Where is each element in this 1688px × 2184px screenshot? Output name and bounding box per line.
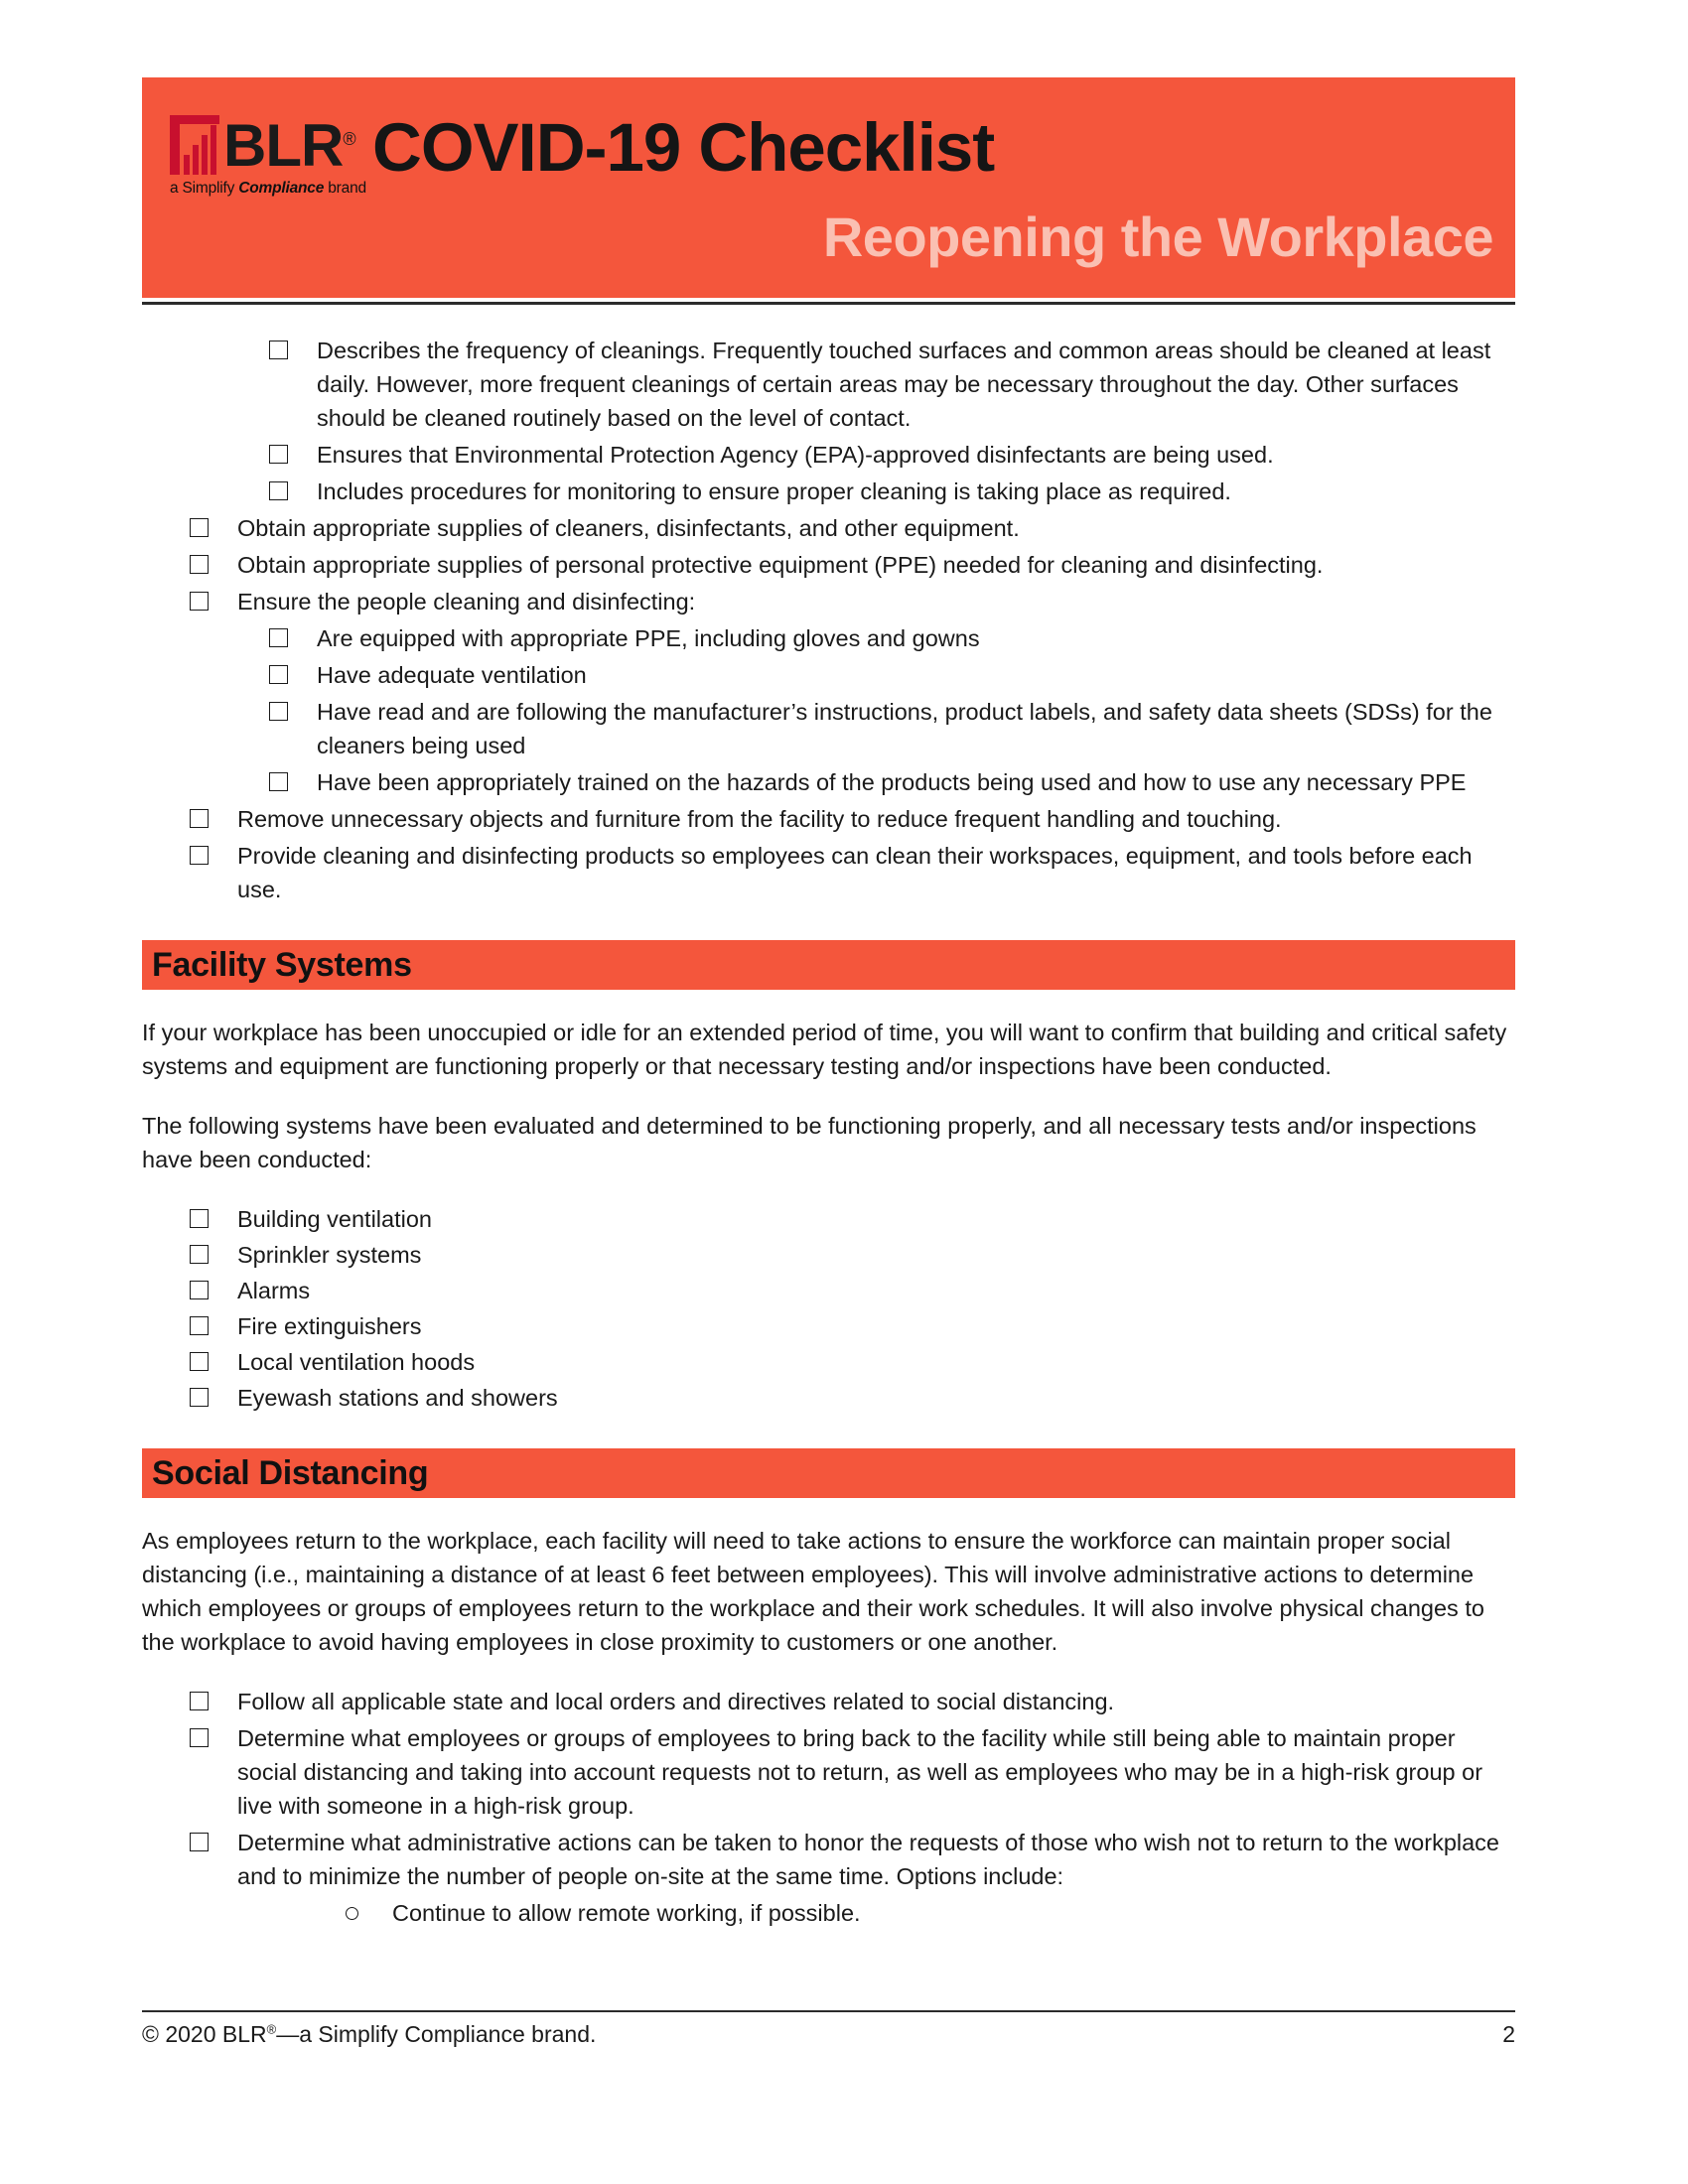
registered-trademark-icon: ® bbox=[343, 129, 355, 149]
checkbox-icon[interactable] bbox=[269, 628, 288, 647]
checkbox-icon[interactable] bbox=[269, 665, 288, 684]
checklist-item-label: Determine what employees or groups of employees to bring back to the facility while still being able to maintain proper social distancing and taking into account requests not to return, as well as employees who may be in a high-risk group or live with someone in a high-risk group. bbox=[237, 1725, 1483, 1819]
footer-copyright bbox=[142, 2021, 596, 2048]
facility-second-paragraph: The following systems have been evaluated and determined to be functioning properly, and all necessary tests and/or inspections have been conducted: bbox=[142, 1113, 1477, 1172]
ensure-sub-checklist bbox=[142, 621, 1515, 799]
checklist-item[interactable] bbox=[142, 839, 1515, 906]
bar-chart-icon bbox=[170, 115, 219, 175]
checkbox-icon[interactable] bbox=[269, 481, 288, 500]
logo-wordmark-text: BLR bbox=[223, 112, 344, 179]
checkbox-icon[interactable] bbox=[269, 772, 288, 791]
logo-tagline-bold: Compliance bbox=[238, 180, 325, 197]
checklist-item[interactable] bbox=[142, 548, 1515, 582]
checklist-item[interactable] bbox=[142, 1721, 1515, 1823]
checkbox-icon[interactable] bbox=[190, 1281, 209, 1299]
checklist-item-label: Ensures that Environmental Protection Agency (EPA)-approved disinfectants are being used. bbox=[317, 442, 1274, 468]
checkbox-icon[interactable] bbox=[269, 702, 288, 721]
checklist-item[interactable] bbox=[142, 475, 1515, 508]
checkbox-icon[interactable] bbox=[190, 592, 209, 611]
checklist-item-label: Are equipped with appropriate PPE, including gloves and gowns bbox=[317, 625, 980, 651]
footer-copyright-prefix: © 2020 BLR bbox=[142, 2021, 267, 2047]
checklist-item[interactable] bbox=[142, 1309, 1515, 1343]
page-subtitle: Reopening the Workplace bbox=[822, 205, 1493, 268]
checklist-sub-item[interactable] bbox=[142, 1896, 1515, 1930]
checkbox-icon[interactable] bbox=[190, 1209, 209, 1228]
page-title: COVID-19 Checklist bbox=[372, 109, 995, 186]
checklist-item-label: Fire extinguishers bbox=[237, 1313, 422, 1339]
checkbox-icon[interactable] bbox=[190, 518, 209, 537]
blr-logo bbox=[142, 101, 372, 198]
checkbox-icon[interactable] bbox=[190, 809, 209, 828]
checklist-item-label: Ensure the people cleaning and disinfecting: bbox=[237, 589, 696, 614]
footer-copyright-suffix: —a Simplify Compliance brand. bbox=[276, 2021, 597, 2047]
checklist-item-label: Provide cleaning and disinfecting products so employees can clean their workspaces, equipment, and tools before each use. bbox=[237, 843, 1473, 902]
checklist-item-label: Determine what administrative actions can be taken to honor the requests of those who wish not to return to the workplace and to minimize the number of people on-site at the same time. Options include: bbox=[237, 1830, 1499, 1889]
page-footer bbox=[142, 2021, 1515, 2048]
checklist-item[interactable] bbox=[142, 1202, 1515, 1236]
checklist-item-label: Building ventilation bbox=[237, 1206, 432, 1232]
checkbox-icon[interactable] bbox=[190, 1692, 209, 1710]
section-heading-social-distancing bbox=[142, 1448, 1515, 1498]
checkbox-icon[interactable] bbox=[269, 341, 288, 359]
section-heading-facility-systems bbox=[142, 940, 1515, 990]
header-banner bbox=[142, 77, 1515, 298]
page-number: 2 bbox=[1502, 2021, 1515, 2047]
checklist-item-label: Alarms bbox=[237, 1278, 311, 1303]
checklist-item-label: Have adequate ventilation bbox=[317, 662, 587, 688]
document-content bbox=[142, 334, 1515, 1933]
main-checklist-a bbox=[142, 511, 1515, 618]
checklist-item[interactable] bbox=[142, 334, 1515, 435]
checklist-item-label: Follow all applicable state and local orders and directives related to social distancing. bbox=[237, 1689, 1115, 1714]
checklist-item-label: Obtain appropriate supplies of cleaners, disinfectants, and other equipment. bbox=[237, 515, 1020, 541]
circle-bullet-icon bbox=[346, 1907, 358, 1920]
checklist-item[interactable] bbox=[142, 1826, 1515, 1893]
checklist-item[interactable] bbox=[142, 802, 1515, 836]
checklist-item[interactable] bbox=[142, 1685, 1515, 1718]
main-checklist-b bbox=[142, 802, 1515, 906]
checklist-item-label: Local ventilation hoods bbox=[237, 1349, 476, 1375]
checkbox-icon[interactable] bbox=[190, 1316, 209, 1335]
checklist-item[interactable] bbox=[142, 1381, 1515, 1415]
logo-wordmark bbox=[223, 112, 355, 179]
checklist-item[interactable] bbox=[142, 765, 1515, 799]
checklist-item-label: Obtain appropriate supplies of personal protective equipment (PPE) needed for cleaning and disinfecting. bbox=[237, 552, 1324, 578]
social-distancing-checklist bbox=[142, 1685, 1515, 1930]
logo-tagline-suffix: brand bbox=[324, 180, 366, 197]
checklist-item-label: Eyewash stations and showers bbox=[237, 1385, 558, 1411]
header-divider bbox=[142, 302, 1515, 305]
checklist-item[interactable] bbox=[142, 658, 1515, 692]
logo-mark-row bbox=[170, 112, 372, 179]
checkbox-icon[interactable] bbox=[269, 445, 288, 464]
checklist-item-label: Describes the frequency of cleanings. Frequently touched surfaces and common areas should be cleaned at least daily. However, more frequent cleanings of certain areas may be necessary throughout the day. Other surfaces should be cleaned routinely based on the level of contact. bbox=[317, 338, 1491, 431]
checkbox-icon[interactable] bbox=[190, 846, 209, 865]
logo-tagline bbox=[170, 180, 372, 198]
checklist-item[interactable] bbox=[142, 1238, 1515, 1272]
checkbox-icon[interactable] bbox=[190, 555, 209, 574]
header-top-row bbox=[142, 101, 994, 198]
section-heading-label: Social Distancing bbox=[152, 1454, 429, 1492]
checklist-item-label: Have read and are following the manufacturer’s instructions, product labels, and safety data sheets (SDSs) for the cleaners being used bbox=[317, 699, 1492, 758]
checklist-item[interactable] bbox=[142, 511, 1515, 545]
checklist-item[interactable] bbox=[142, 1345, 1515, 1379]
checklist-item[interactable] bbox=[142, 585, 1515, 618]
footer-divider bbox=[142, 2010, 1515, 2012]
checklist-item[interactable] bbox=[142, 438, 1515, 472]
facility-systems-checklist bbox=[142, 1202, 1515, 1415]
checkbox-icon[interactable] bbox=[190, 1388, 209, 1407]
checklist-item[interactable] bbox=[142, 621, 1515, 655]
logo-tagline-prefix: a Simplify bbox=[170, 180, 239, 197]
facility-intro-paragraph: If your workplace has been unoccupied or idle for an extended period of time, you will want to confirm that building and critical safety systems and equipment are functioning properly or that necessary testing and/or inspections have been conducted. bbox=[142, 1020, 1507, 1079]
footer-registered-icon: ® bbox=[266, 2021, 277, 2037]
checkbox-icon[interactable] bbox=[190, 1833, 209, 1851]
checkbox-icon[interactable] bbox=[190, 1728, 209, 1747]
section-heading-label: Facility Systems bbox=[152, 946, 412, 984]
checklist-item[interactable] bbox=[142, 695, 1515, 762]
checklist-item-label: Sprinkler systems bbox=[237, 1242, 422, 1268]
checklist-sub-item-label: Continue to allow remote working, if possible. bbox=[392, 1900, 861, 1926]
top-sub-checklist bbox=[142, 334, 1515, 508]
checkbox-icon[interactable] bbox=[190, 1245, 209, 1264]
checklist-item-label: Have been appropriately trained on the hazards of the products being used and how to use any necessary PPE bbox=[317, 769, 1467, 795]
checklist-item-label: Includes procedures for monitoring to ensure proper cleaning is taking place as required. bbox=[317, 478, 1231, 504]
checklist-item[interactable] bbox=[142, 1274, 1515, 1307]
social-distancing-intro-paragraph: As employees return to the workplace, each facility will need to take actions to ensure the workforce can maintain proper social distancing (i.e., maintaining a distance of at least 6 feet between employees). This will involve administrative actions to determine which employees or groups of employees return to the workplace and their work schedules. It will also involve physical changes to the workplace to avoid having employees in close proximity to customers or one another. bbox=[142, 1528, 1484, 1655]
checklist-item-label: Remove unnecessary objects and furniture from the facility to reduce frequent handling and touching. bbox=[237, 806, 1282, 832]
checkbox-icon[interactable] bbox=[190, 1352, 209, 1371]
